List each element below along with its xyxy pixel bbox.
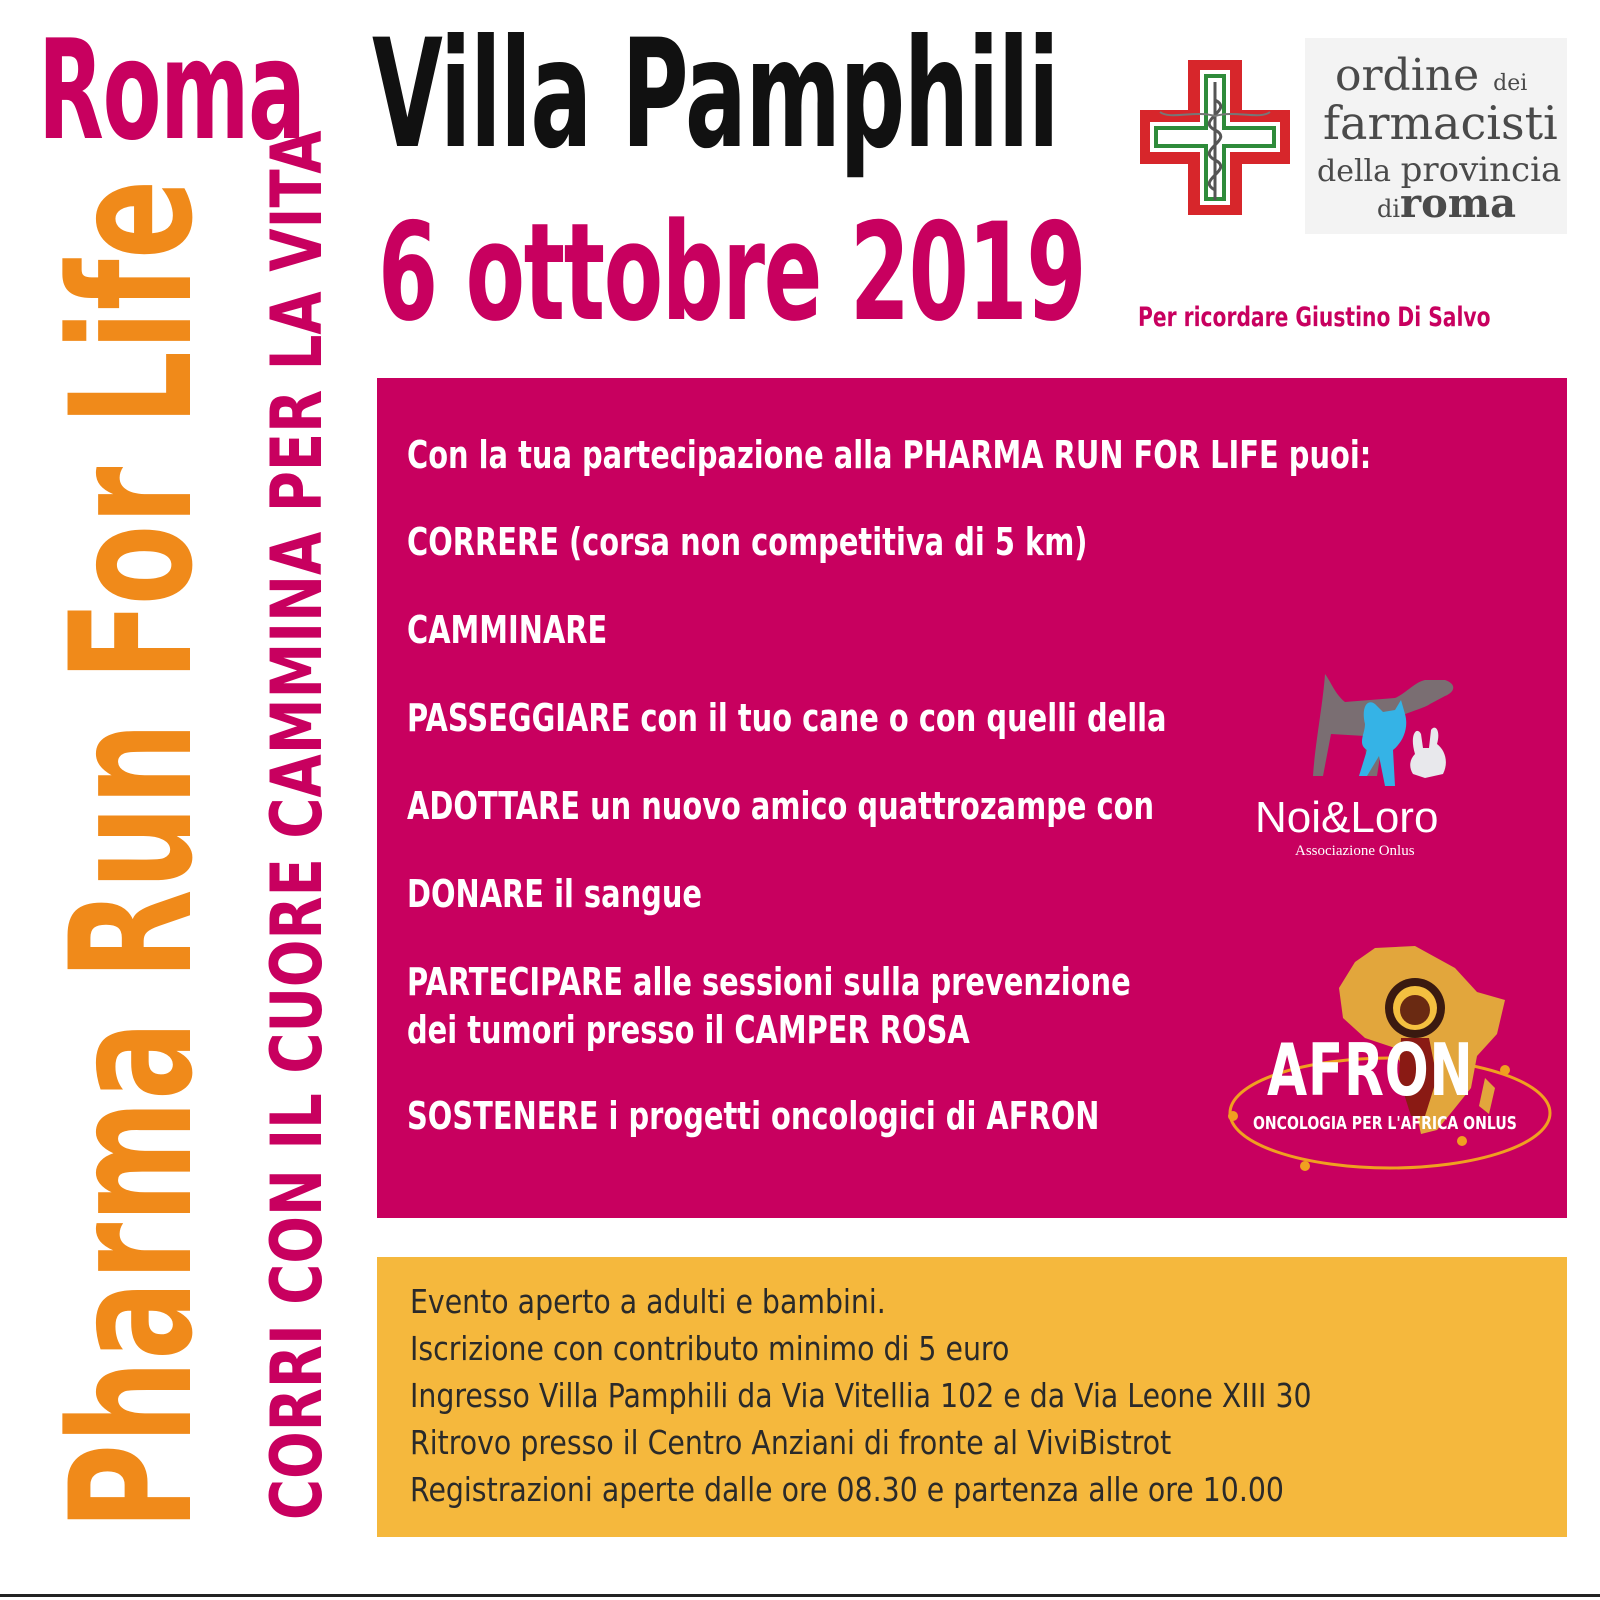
venue-title: Villa Pamphili [372,8,1059,182]
activity-item: CORRERE (corsa non competitiva di 5 km) [407,520,1088,564]
afron-name: AFRON [1267,1028,1474,1112]
activities-intro: Con la tua partecipazione alla PHARMA RUN FOR LIFE puoi: [407,433,1372,477]
afron-subtitle: ONCOLOGIA PER L'AFRICA ONLUS [1253,1113,1517,1134]
info-line: Registrazioni aperte dalle ore 08.30 e partenza alle ore 10.00 [410,1470,1284,1509]
ordine-farmacisti-logo [1305,38,1567,234]
slogan-vertical: CORRI CON IL CUORE CAMMINA PER LA VITA [256,130,338,1521]
activity-item: ADOTTARE un nuovo amico quattrozampe con [407,784,1155,828]
activity-item: dei tumori presso il CAMPER ROSA [407,1008,970,1052]
info-line: Iscrizione con contributo minimo di 5 euro [410,1329,1010,1368]
dog-cat-rabbit-icon [1305,664,1470,794]
event-name-vertical: Pharma Run For Life [34,179,230,1531]
info-line: Evento aperto a adulti e bambini. [410,1282,886,1321]
logo-line-della: della [1317,154,1392,189]
logo-line-di: di [1377,195,1401,223]
logo-line-ordine: ordine [1335,50,1480,101]
info-line: Ingresso Villa Pamphili da Via Vitellia 102 e da Via Leone XIII 30 [410,1376,1312,1415]
bottom-divider [0,1594,1600,1597]
activities-panel [377,378,1567,1218]
event-date: 6 ottobre 2019 [378,194,1086,351]
activity-item: PARTECIPARE alle sessioni sulla prevenzione [407,960,1131,1004]
noiloro-name: Noi&Loro [1255,793,1439,842]
caduceus-cross-icon [1140,60,1290,215]
activity-item: CAMMINARE [407,608,608,652]
noiloro-subtitle: Associazione Onlus [1295,843,1415,859]
city-title: Roma [38,10,305,171]
logo-line-provincia: provincia [1400,150,1562,190]
logo-line-roma: roma [1400,180,1517,227]
logo-line-farmacisti: farmacisti [1323,96,1558,150]
info-line: Ritrovo presso il Centro Anziani di fronte al ViviBistrot [410,1423,1172,1462]
event-info-panel [377,1257,1567,1537]
activity-item: SOSTENERE i progetti oncologici di AFRON [407,1094,1100,1138]
dedication-text: Per ricordare Giustino Di Salvo [1138,302,1491,333]
activity-item: PASSEGGIARE con il tuo cane o con quelli della [407,696,1167,740]
logo-line-dei: dei [1493,71,1528,96]
activity-item: DONARE il sangue [407,872,702,916]
